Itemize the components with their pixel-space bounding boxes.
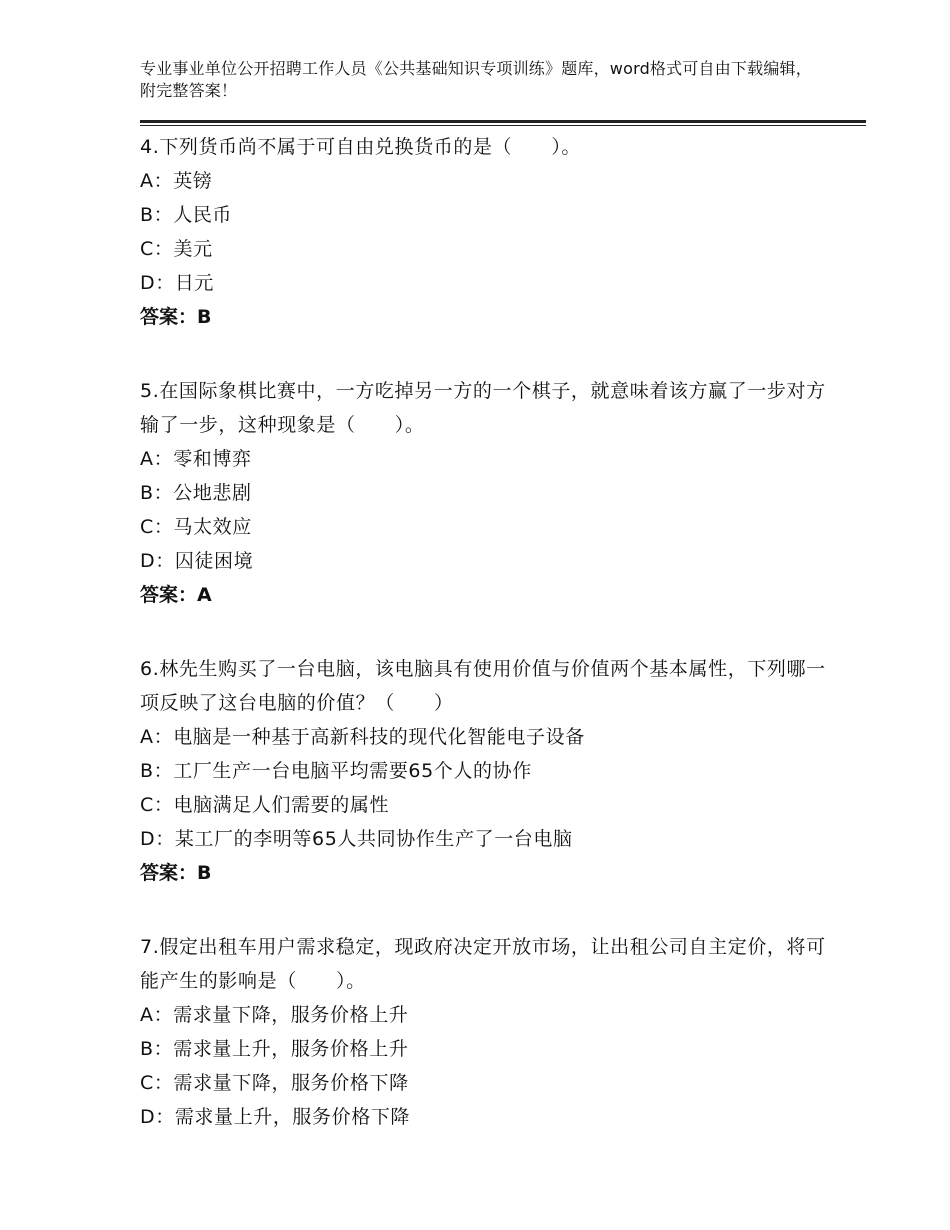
header-rule-thin (140, 125, 866, 126)
question-4 (140, 130, 840, 334)
question-5 (140, 374, 840, 612)
option-d: D：某工厂的李明等65人共同协作生产了一台电脑 (140, 828, 573, 850)
header-text: 专业事业单位公开招聘工作人员《公共基础知识专项训练》题库，word格式可自由下载编辑，附完整答案！ (140, 59, 812, 100)
option-b: B：工厂生产一台电脑平均需要65个人的协作 (140, 760, 532, 782)
header-rule-thick (140, 120, 866, 123)
option-a: A：英镑 (140, 170, 213, 192)
option-b: B：公地悲剧 (140, 482, 252, 504)
answer-label: 答案：B (140, 862, 212, 884)
document-header (140, 58, 820, 102)
option-b: B：需求量上升，服务价格上升 (140, 1038, 409, 1060)
option-c: C：美元 (140, 238, 213, 260)
answer-label: 答案：B (140, 306, 212, 328)
question-7 (140, 930, 840, 1134)
option-d: D：需求量上升，服务价格下降 (140, 1106, 411, 1128)
option-c: C：需求量下降，服务价格下降 (140, 1072, 409, 1094)
question-stem: 7.假定出租车用户需求稳定，现政府决定开放市场，让出租公司自主定价，将可能产生的影响是（ ）。 (140, 936, 826, 992)
option-d: D：日元 (140, 272, 215, 294)
question-6 (140, 652, 840, 890)
question-stem: 5.在国际象棋比赛中，一方吃掉另一方的一个棋子，就意味着该方赢了一步对方输了一步，这种现象是（ ）。 (140, 380, 826, 436)
question-list (140, 130, 840, 1174)
answer-label: 答案：A (140, 584, 212, 606)
option-a: A：需求量下降，服务价格上升 (140, 1004, 409, 1026)
option-a: A：电脑是一种基于高新科技的现代化智能电子设备 (140, 726, 585, 748)
option-b: B：人民币 (140, 204, 233, 226)
question-stem: 4.下列货币尚不属于可自由兑换货币的是（ ）。 (140, 136, 582, 158)
question-stem: 6.林先生购买了一台电脑，该电脑具有使用价值与价值两个基本属性，下列哪一项反映了这台电脑的价值？（ ） (140, 658, 826, 714)
option-c: C：电脑满足人们需要的属性 (140, 794, 390, 816)
option-c: C：马太效应 (140, 516, 252, 538)
option-d: D：囚徒困境 (140, 550, 254, 572)
option-a: A：零和博弈 (140, 448, 252, 470)
